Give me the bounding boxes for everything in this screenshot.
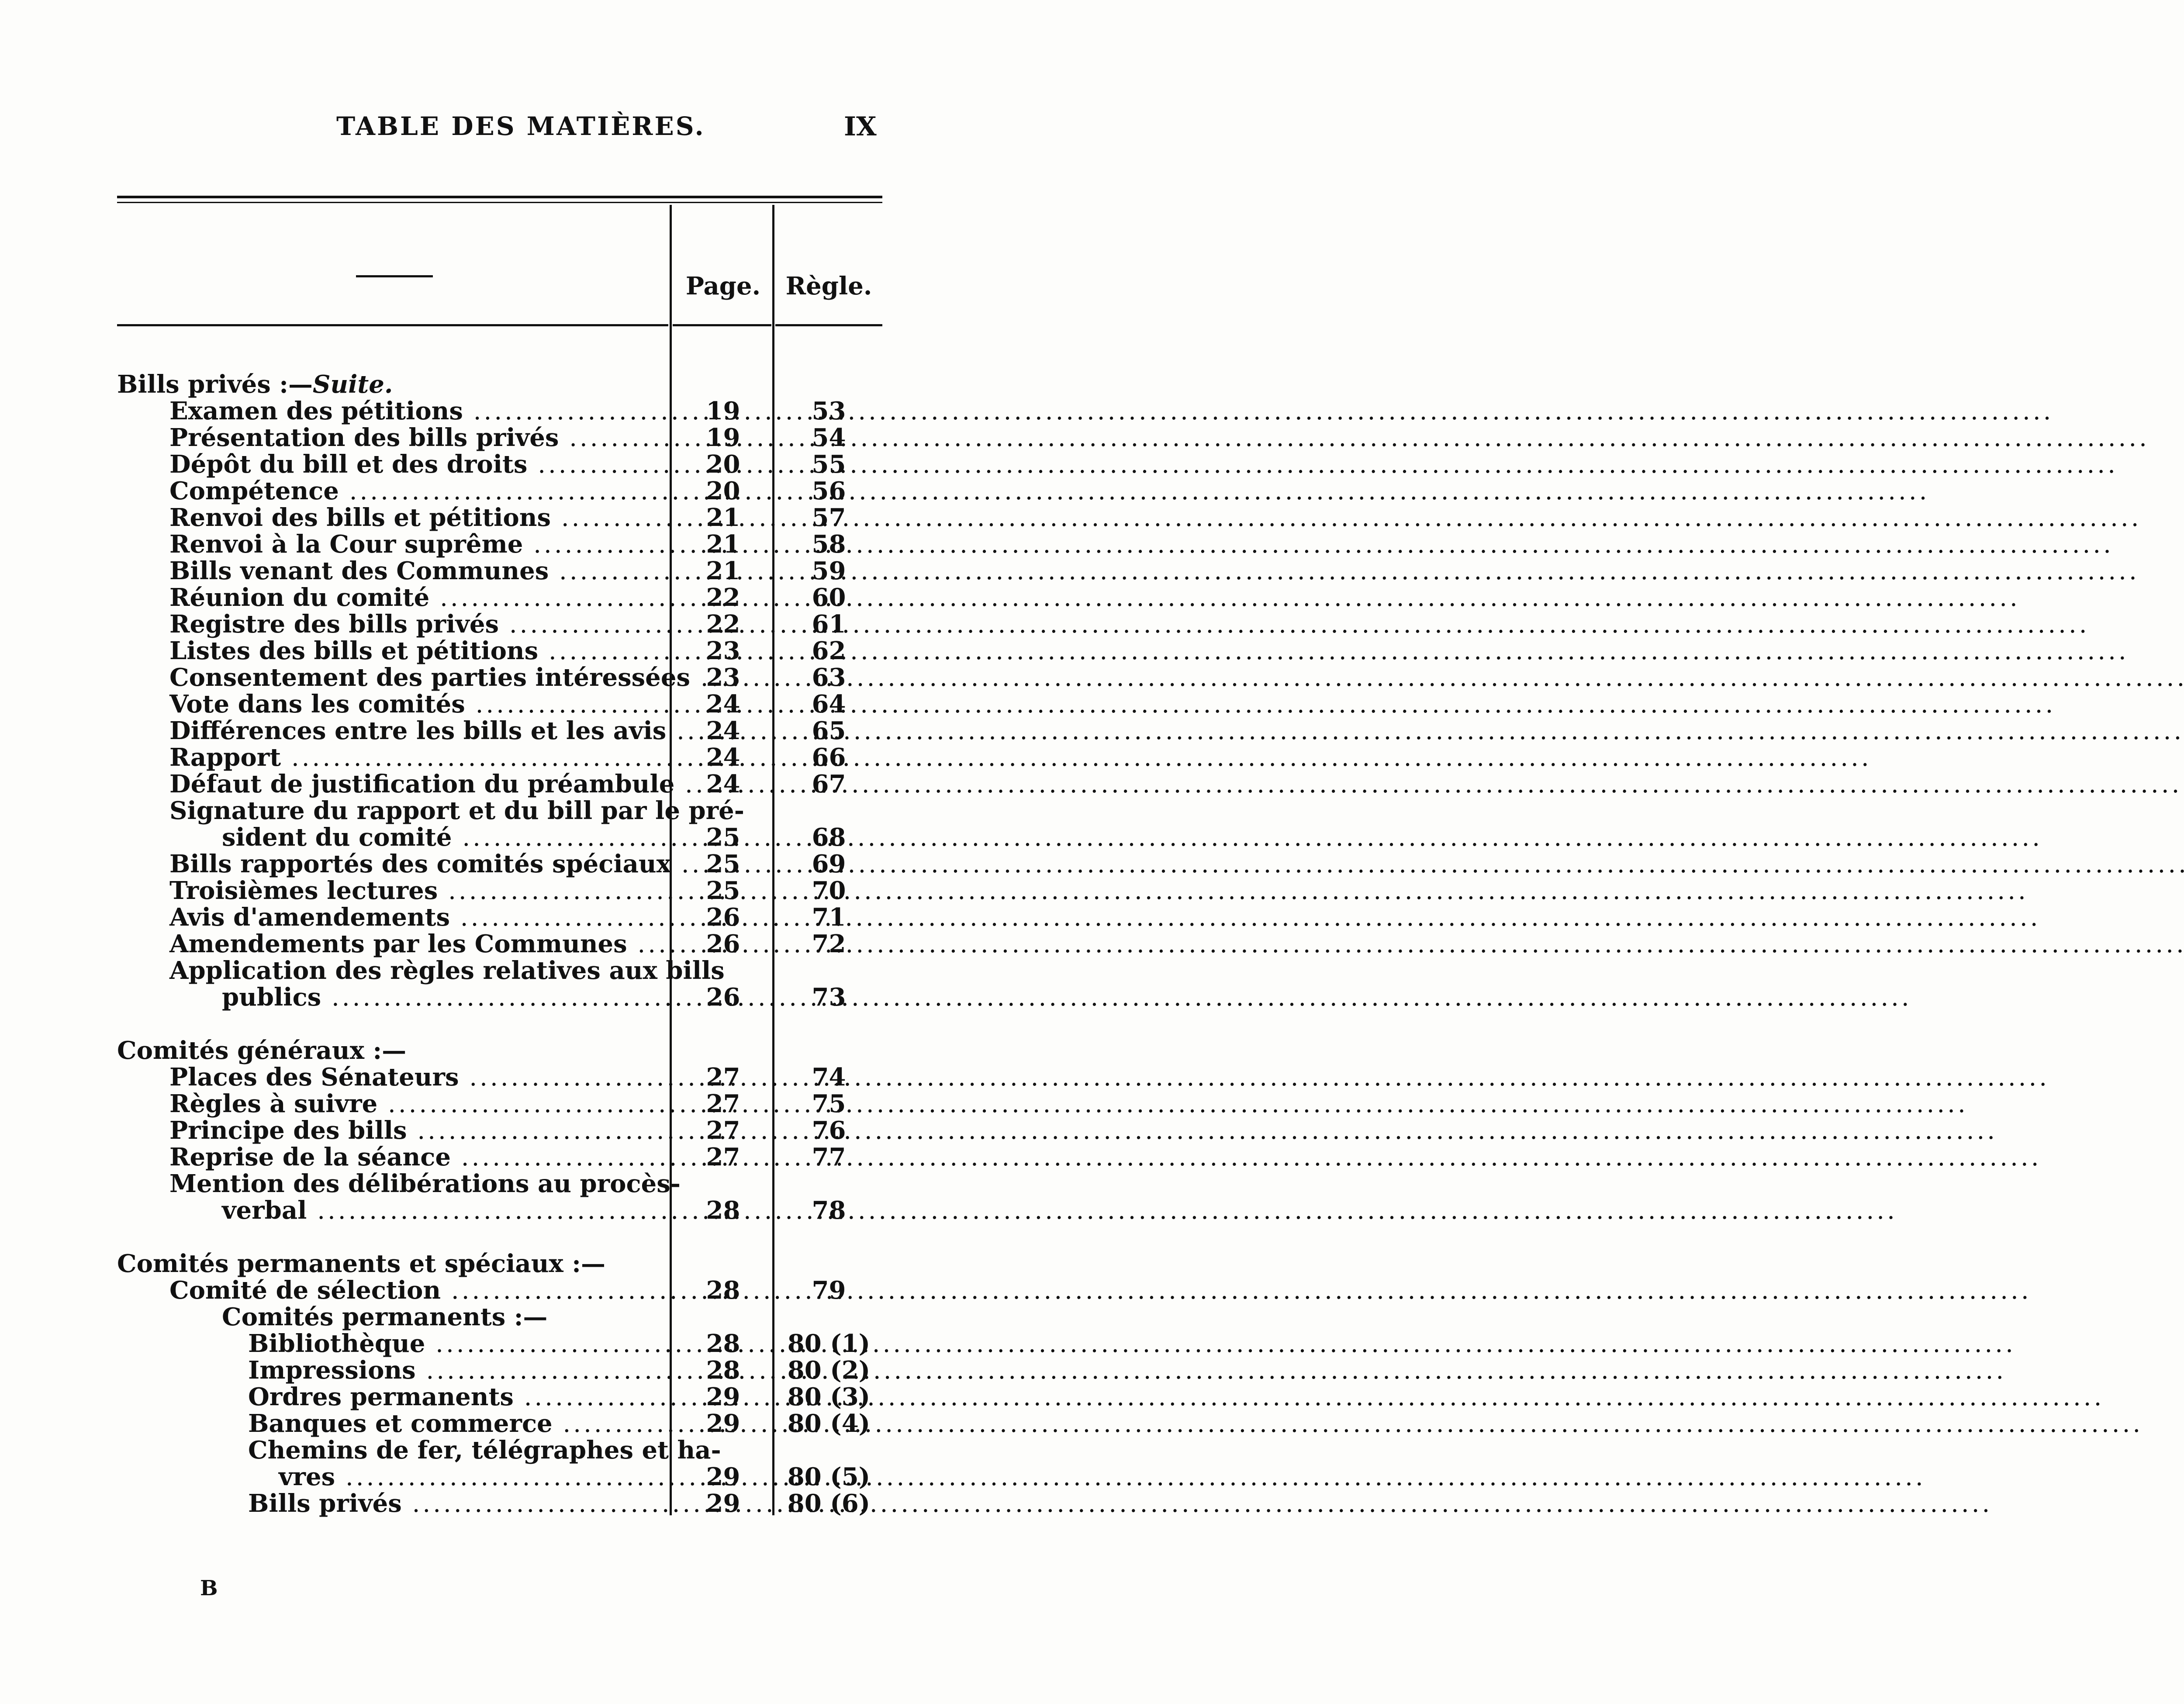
toc-entry [117, 398, 882, 425]
toc-entry [117, 1064, 882, 1091]
toc-entry [117, 1384, 882, 1410]
entry-title-text: Comité de sélection ..... [169, 1276, 2032, 1305]
entry-rule-number: 65 [812, 716, 846, 745]
section-gap [117, 1224, 882, 1251]
entry-title-text: Renvoi à la Cour suprême ..... [169, 530, 2114, 559]
entry-page-number: 22 [706, 610, 740, 639]
entry-title [117, 850, 671, 878]
entry-page-number: 24 [706, 743, 740, 772]
entry-rule-number: 80 (6) [787, 1489, 871, 1518]
entry-page-number: 29 [706, 1409, 740, 1438]
entry-page-number: 25 [706, 823, 740, 852]
entry-page-number: 24 [706, 716, 740, 745]
entry-title [117, 1169, 681, 1198]
top-rule-thin [117, 202, 882, 203]
entry-page-number: 19 [706, 423, 740, 452]
entry-rule-number: 53 [812, 397, 846, 425]
toc-entry [117, 611, 882, 638]
entry-page-number: 26 [706, 903, 740, 932]
entry-title [117, 984, 665, 1011]
toc-entry [117, 584, 882, 611]
entry-title-text: vres ..... [279, 1462, 1926, 1491]
entry-title-text: Chemins de fer, télégraphes et ha- [248, 1436, 721, 1465]
entry-rule-number: 80 (3) [787, 1383, 871, 1411]
header-rule-title [117, 324, 668, 326]
entry-title-text: Bills rapportés des comités spéciaux ..... [169, 850, 2184, 878]
toc-entry [117, 1490, 882, 1517]
toc-entry [117, 718, 882, 744]
entry-title-text: Comités généraux :— [117, 1036, 407, 1065]
entry-rule-number: 64 [812, 690, 846, 719]
entry-title-text: Rapport ..... [169, 743, 1872, 772]
toc-entry [117, 558, 882, 584]
toc-entry [117, 1197, 882, 1224]
toc-entry [117, 505, 882, 531]
toc-entry [117, 425, 882, 451]
entry-rule-number: 76 [812, 1116, 846, 1145]
toc-entry [117, 638, 882, 664]
entry-title-text: verbal ..... [222, 1196, 1897, 1225]
entry-rule-number: 69 [812, 850, 846, 878]
entry-title-text: Vote dans les comités ..... [169, 690, 2056, 719]
toc-section-heading [117, 1251, 882, 1277]
toc-entry [117, 851, 882, 878]
entry-rule-number: 80 (4) [787, 1409, 871, 1438]
entry-rule-number: 77 [812, 1143, 846, 1172]
entry-title [117, 558, 665, 584]
entry-page-number: 27 [706, 1063, 740, 1092]
entry-page-number: 28 [706, 1196, 740, 1225]
entry-page-number: 29 [706, 1489, 740, 1518]
toc-entry [117, 531, 882, 558]
entry-title-text: Avis d'amendements ..... [169, 903, 2041, 932]
entry-title [117, 718, 665, 744]
entry-title [117, 796, 744, 825]
toc-entry [117, 451, 882, 478]
entry-page-number: 28 [706, 1356, 740, 1385]
entry-page-number: 29 [706, 1383, 740, 1411]
entry-page-number: 27 [706, 1116, 740, 1145]
section-gap [117, 1011, 882, 1037]
toc-entry [117, 1144, 882, 1171]
entry-rule-number: 79 [812, 1276, 846, 1305]
entry-rule-number: 54 [812, 423, 846, 452]
entry-rule-number: 71 [812, 903, 846, 932]
entry-title [117, 398, 665, 425]
page-title: TABLE DES MATIÈRES. [336, 111, 705, 141]
entry-title [117, 1464, 665, 1490]
entry-title-text: Impressions ..... [248, 1356, 2006, 1385]
entry-title-text: Réunion du comité ..... [169, 583, 2020, 612]
entry-rule-number: 66 [812, 743, 846, 772]
entry-title [117, 1251, 665, 1277]
entry-title [117, 1064, 665, 1091]
toc-entry [117, 691, 882, 718]
entry-page-number: 28 [706, 1329, 740, 1358]
toc-entry [117, 904, 882, 931]
entry-page-number: 24 [706, 770, 740, 798]
entry-page-number: 21 [706, 530, 740, 559]
entry-title [117, 1117, 665, 1144]
page-number: IX [844, 111, 877, 142]
entry-rule-number: 70 [812, 876, 846, 905]
entry-rule-number: 60 [812, 583, 846, 612]
entry-rule-number: 55 [812, 450, 846, 479]
entry-title-text: Application des règles relatives aux bills [169, 956, 725, 985]
entry-rule-number: 80 (5) [787, 1462, 871, 1491]
entry-title-text: Registre des bills privés ..... [169, 610, 2090, 639]
entry-page-number: 23 [706, 663, 740, 692]
entry-title [117, 1384, 665, 1410]
entry-page-number: 27 [706, 1089, 740, 1118]
entry-title-text: Places des Sénateurs ..... [169, 1063, 2049, 1092]
entry-title [117, 1436, 721, 1465]
entry-title [117, 956, 725, 985]
entry-title-text: Amendements par les Communes ..... [169, 930, 2184, 958]
toc-entry [117, 1304, 882, 1331]
entry-page-number: 26 [706, 983, 740, 1012]
entry-title [117, 770, 675, 798]
entry-title-suffix: Suite. [312, 370, 393, 399]
toc-entry [117, 1357, 882, 1384]
entry-rule-number: 80 (1) [787, 1329, 871, 1358]
entry-rule-number: 58 [812, 530, 846, 559]
entry-rule-number: 80 (2) [787, 1356, 871, 1385]
entry-rule-number: 59 [812, 556, 846, 585]
entry-title-text: publics ..... [222, 983, 1912, 1012]
entry-title [117, 1197, 665, 1224]
toc-entry [117, 478, 882, 505]
entry-title-text: Bills venant des Communes ..... [169, 556, 2139, 585]
entry-title [117, 451, 665, 478]
entry-title [117, 425, 665, 451]
entry-title [117, 611, 665, 638]
entry-title [117, 691, 665, 718]
entry-rule-number: 62 [812, 636, 846, 665]
entry-title-text: Banques et commerce ..... [248, 1409, 2143, 1438]
toc-entry [117, 957, 882, 984]
entry-title [117, 1410, 665, 1437]
entry-title-text: Compétence ..... [169, 477, 1929, 505]
entry-page-number: 27 [706, 1143, 740, 1172]
entry-page-number: 19 [706, 397, 740, 425]
entry-rule-number: 75 [812, 1089, 846, 1118]
entry-title-text: Présentation des bills privés ..... [169, 423, 2149, 452]
entry-title [117, 638, 665, 664]
entry-page-number: 21 [706, 556, 740, 585]
entry-title [117, 584, 665, 611]
entry-title-text: Dépôt du bill et des droits ..... [169, 450, 2118, 479]
entry-title-text: Bibliothèque ..... [248, 1329, 2016, 1358]
toc-entry [117, 1410, 882, 1437]
entry-title [117, 663, 690, 692]
entry-title-text: Bills privés ..... [248, 1489, 1992, 1518]
entry-rule-number: 73 [812, 983, 846, 1012]
entry-title [117, 531, 665, 558]
entry-page-number: 26 [706, 930, 740, 958]
entry-page-number: 22 [706, 583, 740, 612]
toc-entry [117, 1117, 882, 1144]
entry-title [117, 505, 665, 531]
entry-title-text: sident du comité ..... [222, 823, 2042, 852]
entry-page-number: 28 [706, 1276, 740, 1305]
entry-page-number: 20 [706, 450, 740, 479]
entry-title [117, 1037, 665, 1064]
toc-section-heading [117, 371, 882, 398]
entry-rule-number: 72 [812, 930, 846, 958]
entry-title-text: Listes des bills et pétitions ..... [169, 636, 2129, 665]
entry-title [117, 931, 665, 957]
entry-title [117, 1304, 665, 1331]
entry-page-number: 25 [706, 876, 740, 905]
entry-title-text: Consentement des parties intéressées ..... [169, 663, 2184, 692]
entry-rule-number: 61 [812, 610, 846, 639]
header-rule-page [673, 324, 771, 326]
toc-entry [117, 744, 882, 771]
entry-rule-number: 67 [812, 770, 846, 798]
toc-entry [117, 824, 882, 851]
entry-title-text: Troisièmes lectures ..... [169, 876, 2028, 905]
entry-title-text: Règles à suivre ..... [169, 1089, 1968, 1118]
signature-mark: B [200, 1576, 218, 1600]
entry-rule-number: 78 [812, 1196, 846, 1225]
entry-title-text: Mention des délibérations au procès- [169, 1169, 681, 1198]
page-header [0, 111, 1036, 146]
entry-rule-number: 68 [812, 823, 846, 852]
entry-rule-number: 63 [812, 663, 846, 692]
entry-title-text: Bills privés :— [117, 370, 313, 399]
entry-page-number: 25 [706, 850, 740, 878]
title-column-dash [356, 275, 433, 277]
toc-entry [117, 771, 882, 798]
entry-title [117, 878, 665, 904]
entry-title-text: Différences entre les bills et les avis ..... [169, 716, 2184, 745]
entry-page-number: 23 [706, 636, 740, 665]
entry-page-number: 21 [706, 503, 740, 532]
entry-title [117, 1331, 665, 1357]
toc-entry [117, 984, 882, 1011]
rule-column-header: Règle. [785, 272, 872, 301]
header-rule-rule [775, 324, 882, 326]
entry-title [117, 371, 665, 398]
entry-title-text: Défaut de justification du préambule ..... [169, 770, 2184, 798]
entry-rule-number: 57 [812, 503, 846, 532]
toc-entry [117, 1091, 882, 1117]
entry-title [117, 1091, 665, 1117]
entry-title [117, 824, 665, 851]
toc-entry [117, 1331, 882, 1357]
toc-entry [117, 1171, 882, 1197]
entry-title [117, 478, 665, 505]
entry-title-text: Examen des pétitions ..... [169, 397, 2053, 425]
entry-rule-number: 74 [812, 1063, 846, 1092]
entry-title [117, 1357, 665, 1384]
toc-entry [117, 1464, 882, 1490]
entry-title [117, 744, 665, 771]
entry-title-text: Comités permanents :— [222, 1303, 548, 1331]
page-column-header: Page. [685, 272, 761, 301]
toc-entry [117, 878, 882, 904]
toc-entry [117, 931, 882, 957]
entry-title [117, 1144, 665, 1171]
entry-page-number: 24 [706, 690, 740, 719]
entry-title-text: Reprise de la séance ..... [169, 1143, 2042, 1172]
entry-page-number: 20 [706, 477, 740, 505]
entry-title-text: Ordres permanents ..... [248, 1383, 2104, 1411]
toc-entries [117, 371, 882, 1517]
entry-title [117, 1277, 665, 1304]
entry-title [117, 904, 665, 931]
toc-section-heading [117, 1037, 882, 1064]
toc-entry [117, 1437, 882, 1464]
entry-title-text: Renvoi des bills et pétitions ..... [169, 503, 2142, 532]
top-rule-thick [117, 196, 882, 198]
entry-title [117, 1490, 665, 1517]
entry-page-number: 29 [706, 1462, 740, 1491]
entry-title-text: Comités permanents et spéciaux :— [117, 1249, 605, 1278]
toc-entry [117, 798, 882, 824]
entry-rule-number: 56 [812, 477, 846, 505]
entry-title-text: Principe des bills ..... [169, 1116, 1997, 1145]
toc-entry [117, 1277, 882, 1304]
entry-title-text: Signature du rapport et du bill par le pré- [169, 796, 744, 825]
toc-entry [117, 664, 882, 691]
